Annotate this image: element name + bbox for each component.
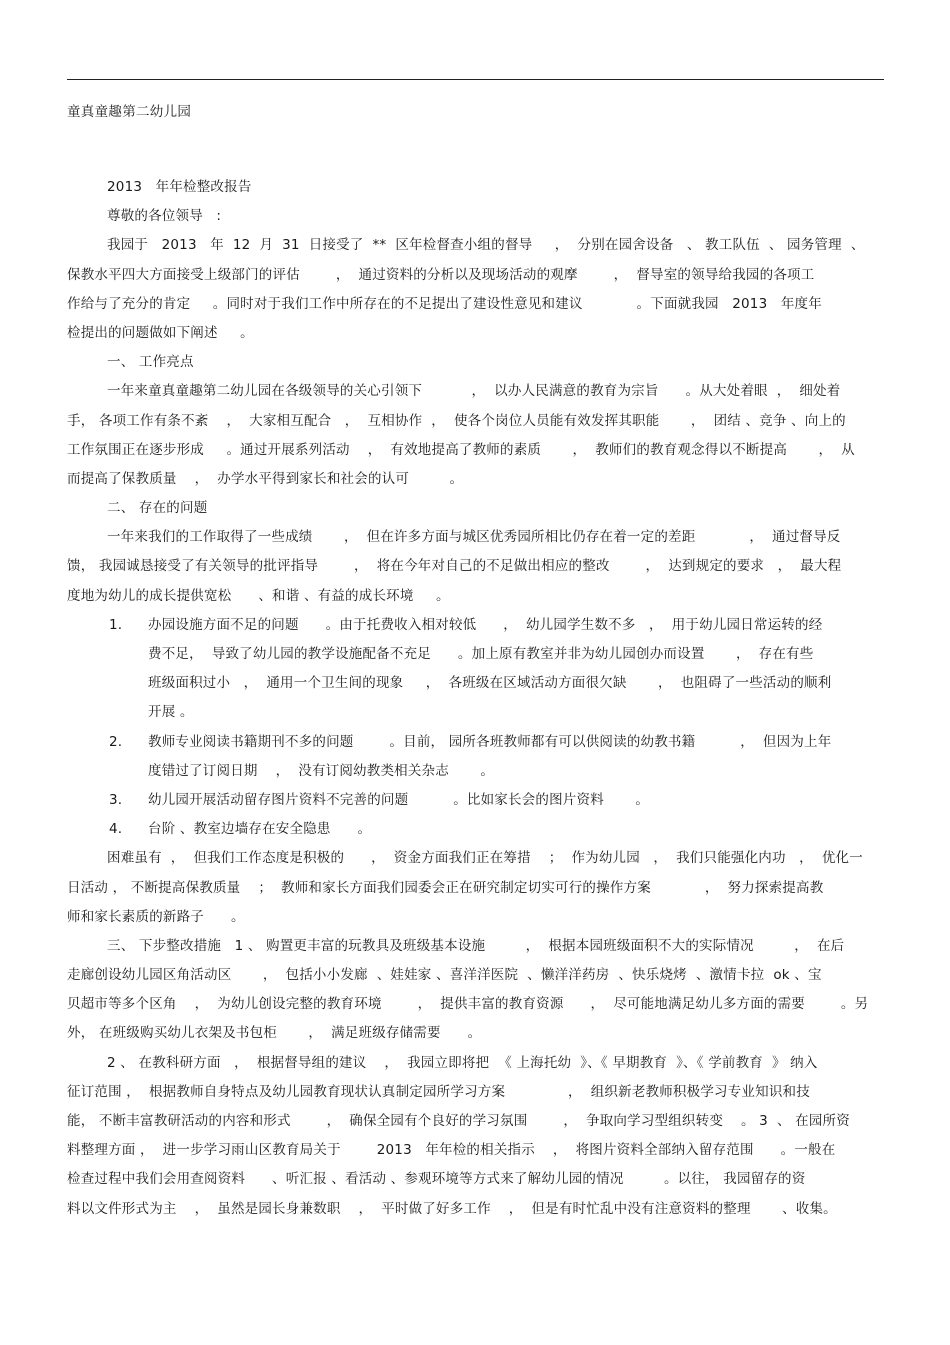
text-line: 外， 在班级购买幼儿衣架及书包柜 ， 满足班级存储需要 。 bbox=[67, 1025, 482, 1042]
text-line: 工作氛围正在逐步形成 。通过开展系列活动 ， 有效地提高了教师的素质 ， 教师们的教育观念得以不断提高 ， 从 bbox=[67, 441, 855, 458]
list-item-text: 幼儿园开展活动留存图片资料不完善的问题 。比如家长会的图片资料 。 bbox=[148, 791, 650, 808]
text-line: 尊敬的各位领导 : bbox=[107, 208, 222, 225]
text-line: 检查过程中我们会用查阅资料 、听汇报 、看活动 、参观环境等方式来了解幼儿园的情况 。以往， 我园留存的资 bbox=[67, 1171, 806, 1188]
list-item-line bbox=[67, 786, 877, 815]
text-line: 料整理方面 ， 进一步学习雨山区教育局关于 2013 年年检的相关指示 ， 将图片资料全部纳入留存范围 。一般在 bbox=[67, 1142, 836, 1159]
text-line: 手， 各项工作有条不紊 ， 大家相互配合 ， 互相协作 ， 使各个岗位人员能有效发挥其职能 ， 团结 、竞争 、向上的 bbox=[67, 412, 846, 429]
text-line: 检提出的问题做如下阐述 。 bbox=[67, 324, 254, 341]
text-line: 保教水平四大方面接受上级部门的评估 ， 通过资料的分析以及现场活动的观摩 ， 督导室的领导给我园的各项工 bbox=[67, 266, 815, 283]
list-number: 4. bbox=[109, 821, 123, 838]
text-line: 度地为幼儿的成长提供宽松 、和谐 、有益的成长环境 。 bbox=[67, 587, 450, 604]
org-header: 童真童趣第二幼儿园 bbox=[67, 104, 192, 120]
list-item-text: 办园设施方面不足的问题 。由于托费收入相对较低 ， 幼儿园学生数不多 ， 用于幼儿园日常运转的经 bbox=[148, 616, 823, 633]
text-line: 征订范围 ， 根据教师自身特点及幼儿园教育现状认真制定园所学习方案 ， 组织新老教师积极学习专业知识和技 bbox=[67, 1083, 810, 1100]
list-number: 1. bbox=[109, 616, 123, 633]
text-line: 贝超市等多个区角 ， 为幼儿创设完整的教育环境 ， 提供丰富的教育资源 ， 尽可能地满足幼儿多方面的需要 。另 bbox=[67, 996, 869, 1013]
text-line: 作给与了充分的肯定 。同时对于我们工作中所存在的不足提出了建设性意见和建议 。下面就我园 2013 年度年 bbox=[67, 295, 822, 312]
document-body bbox=[67, 173, 877, 1224]
list-number: 3. bbox=[109, 791, 123, 808]
text-line: 班级面积过小 ， 通用一个卫生间的现象 ， 各班级在区域活动方面很欠缺 ， 也阻碍了一些活动的顺利 bbox=[148, 675, 832, 692]
text-line: 开展 。 bbox=[148, 704, 194, 721]
text-line: 费不足， 导致了幼儿园的教学设施配备不充足 。加上原有教室并非为幼儿园创办而设置 ， 存在有些 bbox=[148, 646, 814, 662]
list-item-line bbox=[67, 815, 877, 844]
list-item-text: 教师专业阅读书籍期刊不多的问题 。目前， 园所各班教师都有可以供阅读的幼教书籍 ， 但因为上年 bbox=[148, 733, 832, 750]
list-item-text: 台阶 、教室边墙存在安全隐患 。 bbox=[148, 821, 372, 838]
text-line: 度错过了订阅日期 ， 没有订阅幼教类相关杂志 。 bbox=[148, 762, 495, 779]
text-line: 困难虽有 ， 但我们工作态度是积极的 ， 资金方面我们正在筹措 ； 作为幼儿园 ， 我们只能强化内功 ， 优化一 bbox=[107, 850, 863, 867]
text-line: 能， 不断丰富教研活动的内容和形式 ， 确保全园有个良好的学习氛围 ， 争取向学习型组织转变 。 3 、 在园所资 bbox=[67, 1113, 850, 1129]
list-item-line bbox=[67, 611, 877, 640]
text-line: 我园于 2013 年 12 月 31 日接受了 ** 区年检督查小组的督导 ， 分别在园舍设备 、 教工队伍 、 园务管理 、 bbox=[107, 237, 865, 254]
text-line: 一、 工作亮点 bbox=[107, 354, 194, 371]
text-line: 料以文件形式为主 ， 虽然是园长身兼数职 ， 平时做了好多工作 ， 但是有时忙乱中没有注意资料的整理 、收集。 bbox=[67, 1200, 837, 1217]
text-line: 走廊创设幼儿园区角活动区 ， 包括小小发廊 、娃娃家 、喜洋洋医院 、懒洋洋药房 、快乐烧烤 、激情卡拉 ok 、宝 bbox=[67, 967, 822, 984]
text-line: 一年来童真童趣第二幼儿园在各级领导的关心引领下 ， 以办人民满意的教育为宗旨 。从大处着眼 ， 细处着 bbox=[107, 383, 841, 400]
text-line: 师和家长素质的新路子 。 bbox=[67, 908, 245, 925]
list-item-line bbox=[67, 728, 877, 757]
text-line: 2 、 在教科研方面 ， 根据督导组的建议 ， 我园立即将把 《 上海托幼 》、《 早期教育 》、《 学前教育 》 纳入 bbox=[107, 1054, 818, 1071]
text-line: 二、 存在的问题 bbox=[107, 500, 208, 517]
text-line: 而提高了保教质量 ， 办学水平得到家长和社会的认可 。 bbox=[67, 470, 464, 487]
text-line: 三、 下步整改措施 1 、 购置更丰富的玩教具及班级基本设施 ， 根据本园班级面积不大的实际情况 ， 在后 bbox=[107, 937, 845, 954]
header-rule bbox=[67, 79, 884, 80]
text-line: 2013 年年检整改报告 bbox=[107, 179, 252, 195]
text-line: 日活动 ， 不断提高保教质量 ； 教师和家长方面我们园委会正在研究制定切实可行的操作方案 ， 努力探索提高教 bbox=[67, 879, 824, 896]
text-line: 一年来我们的工作取得了一些成绩 ， 但在许多方面与城区优秀园所相比仍存在着一定的差距 ， 通过督导反 bbox=[107, 529, 841, 546]
list-number: 2. bbox=[109, 733, 123, 750]
text-line: 馈， 我园诚恳接受了有关领导的批评指导 ， 将在今年对自己的不足做出相应的整改 ， 达到规定的要求 ， 最大程 bbox=[67, 558, 842, 575]
